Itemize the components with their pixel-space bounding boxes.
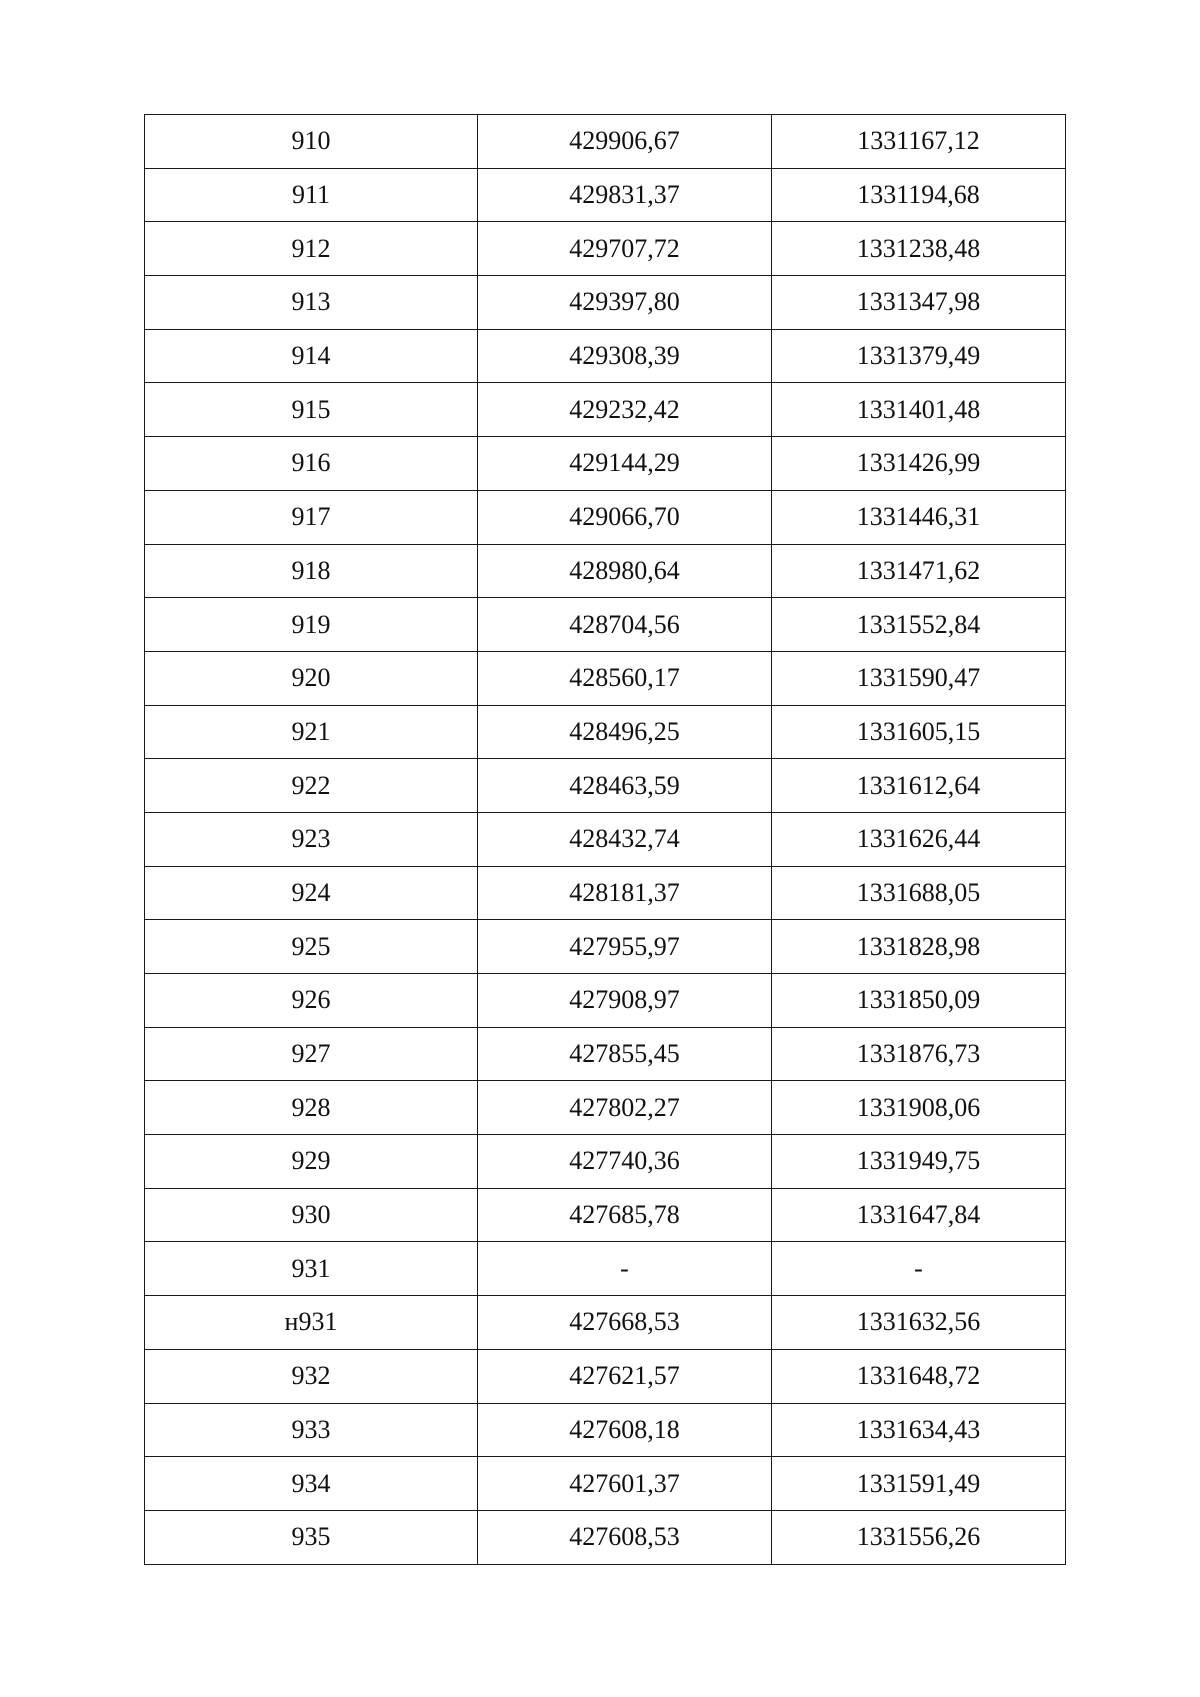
x-coordinate-cell: 429707,72 bbox=[478, 222, 772, 276]
y-coordinate-cell: 1331426,99 bbox=[772, 437, 1066, 491]
table-row bbox=[145, 1242, 1066, 1296]
point-number-cell: 911 bbox=[145, 168, 478, 222]
y-coordinate-cell: 1331552,84 bbox=[772, 598, 1066, 652]
x-coordinate-cell: 428463,59 bbox=[478, 759, 772, 813]
x-coordinate-cell: 429397,80 bbox=[478, 276, 772, 330]
point-number-cell: 931 bbox=[145, 1242, 478, 1296]
table-row bbox=[145, 1296, 1066, 1350]
x-coordinate-cell: 427908,97 bbox=[478, 974, 772, 1028]
point-number-cell: 928 bbox=[145, 1081, 478, 1135]
y-coordinate-cell: 1331471,62 bbox=[772, 544, 1066, 598]
coordinates-table bbox=[144, 114, 1066, 1565]
point-number-cell: н931 bbox=[145, 1296, 478, 1350]
x-coordinate-cell: 428432,74 bbox=[478, 812, 772, 866]
x-coordinate-cell: 427608,53 bbox=[478, 1510, 772, 1564]
point-number-cell: 932 bbox=[145, 1349, 478, 1403]
y-coordinate-cell: 1331194,68 bbox=[772, 168, 1066, 222]
x-coordinate-cell: 429066,70 bbox=[478, 490, 772, 544]
y-coordinate-cell: 1331850,09 bbox=[772, 974, 1066, 1028]
table-row bbox=[145, 866, 1066, 920]
point-number-cell: 912 bbox=[145, 222, 478, 276]
y-coordinate-cell: 1331605,15 bbox=[772, 705, 1066, 759]
y-coordinate-cell: 1331908,06 bbox=[772, 1081, 1066, 1135]
table-row bbox=[145, 383, 1066, 437]
table-row bbox=[145, 437, 1066, 491]
table-row bbox=[145, 329, 1066, 383]
y-coordinate-cell: 1331632,56 bbox=[772, 1296, 1066, 1350]
x-coordinate-cell: 427685,78 bbox=[478, 1188, 772, 1242]
table-row bbox=[145, 1188, 1066, 1242]
x-coordinate-cell: 427608,18 bbox=[478, 1403, 772, 1457]
point-number-cell: 922 bbox=[145, 759, 478, 813]
x-coordinate-cell: 427621,57 bbox=[478, 1349, 772, 1403]
table-row bbox=[145, 1135, 1066, 1189]
y-coordinate-cell: 1331648,72 bbox=[772, 1349, 1066, 1403]
x-coordinate-cell: 427668,53 bbox=[478, 1296, 772, 1350]
table-row bbox=[145, 598, 1066, 652]
table-row bbox=[145, 1027, 1066, 1081]
point-number-cell: 934 bbox=[145, 1457, 478, 1511]
y-coordinate-cell: 1331828,98 bbox=[772, 920, 1066, 974]
table-row bbox=[145, 222, 1066, 276]
y-coordinate-cell: 1331167,12 bbox=[772, 115, 1066, 169]
y-coordinate-cell: 1331556,26 bbox=[772, 1510, 1066, 1564]
point-number-cell: 935 bbox=[145, 1510, 478, 1564]
y-coordinate-cell: 1331238,48 bbox=[772, 222, 1066, 276]
point-number-cell: 924 bbox=[145, 866, 478, 920]
x-coordinate-cell: 427855,45 bbox=[478, 1027, 772, 1081]
table-row bbox=[145, 490, 1066, 544]
y-coordinate-cell: - bbox=[772, 1242, 1066, 1296]
point-number-cell: 917 bbox=[145, 490, 478, 544]
y-coordinate-cell: 1331446,31 bbox=[772, 490, 1066, 544]
x-coordinate-cell: 427740,36 bbox=[478, 1135, 772, 1189]
table-row bbox=[145, 1081, 1066, 1135]
x-coordinate-cell: 427601,37 bbox=[478, 1457, 772, 1511]
y-coordinate-cell: 1331591,49 bbox=[772, 1457, 1066, 1511]
point-number-cell: 914 bbox=[145, 329, 478, 383]
point-number-cell: 933 bbox=[145, 1403, 478, 1457]
point-number-cell: 913 bbox=[145, 276, 478, 330]
x-coordinate-cell: 429906,67 bbox=[478, 115, 772, 169]
coordinates-table-body bbox=[145, 115, 1066, 1565]
point-number-cell: 915 bbox=[145, 383, 478, 437]
x-coordinate-cell: 428496,25 bbox=[478, 705, 772, 759]
x-coordinate-cell: 429831,37 bbox=[478, 168, 772, 222]
table-row bbox=[145, 974, 1066, 1028]
point-number-cell: 920 bbox=[145, 651, 478, 705]
y-coordinate-cell: 1331634,43 bbox=[772, 1403, 1066, 1457]
y-coordinate-cell: 1331401,48 bbox=[772, 383, 1066, 437]
x-coordinate-cell: - bbox=[478, 1242, 772, 1296]
x-coordinate-cell: 429308,39 bbox=[478, 329, 772, 383]
x-coordinate-cell: 428704,56 bbox=[478, 598, 772, 652]
point-number-cell: 919 bbox=[145, 598, 478, 652]
table-row bbox=[145, 1457, 1066, 1511]
point-number-cell: 930 bbox=[145, 1188, 478, 1242]
table-row bbox=[145, 705, 1066, 759]
x-coordinate-cell: 429144,29 bbox=[478, 437, 772, 491]
y-coordinate-cell: 1331347,98 bbox=[772, 276, 1066, 330]
table-row bbox=[145, 920, 1066, 974]
x-coordinate-cell: 427802,27 bbox=[478, 1081, 772, 1135]
x-coordinate-cell: 428980,64 bbox=[478, 544, 772, 598]
table-row bbox=[145, 812, 1066, 866]
point-number-cell: 910 bbox=[145, 115, 478, 169]
point-number-cell: 927 bbox=[145, 1027, 478, 1081]
x-coordinate-cell: 428560,17 bbox=[478, 651, 772, 705]
y-coordinate-cell: 1331688,05 bbox=[772, 866, 1066, 920]
y-coordinate-cell: 1331647,84 bbox=[772, 1188, 1066, 1242]
point-number-cell: 925 bbox=[145, 920, 478, 974]
table-row bbox=[145, 1510, 1066, 1564]
table-row bbox=[145, 759, 1066, 813]
y-coordinate-cell: 1331612,64 bbox=[772, 759, 1066, 813]
point-number-cell: 929 bbox=[145, 1135, 478, 1189]
y-coordinate-cell: 1331590,47 bbox=[772, 651, 1066, 705]
y-coordinate-cell: 1331626,44 bbox=[772, 812, 1066, 866]
point-number-cell: 926 bbox=[145, 974, 478, 1028]
y-coordinate-cell: 1331379,49 bbox=[772, 329, 1066, 383]
table-row bbox=[145, 276, 1066, 330]
table-row bbox=[145, 651, 1066, 705]
table-row bbox=[145, 1349, 1066, 1403]
point-number-cell: 916 bbox=[145, 437, 478, 491]
table-row bbox=[145, 1403, 1066, 1457]
x-coordinate-cell: 429232,42 bbox=[478, 383, 772, 437]
table-row bbox=[145, 115, 1066, 169]
point-number-cell: 918 bbox=[145, 544, 478, 598]
table-row bbox=[145, 168, 1066, 222]
y-coordinate-cell: 1331876,73 bbox=[772, 1027, 1066, 1081]
x-coordinate-cell: 427955,97 bbox=[478, 920, 772, 974]
x-coordinate-cell: 428181,37 bbox=[478, 866, 772, 920]
point-number-cell: 923 bbox=[145, 812, 478, 866]
table-row bbox=[145, 544, 1066, 598]
y-coordinate-cell: 1331949,75 bbox=[772, 1135, 1066, 1189]
point-number-cell: 921 bbox=[145, 705, 478, 759]
